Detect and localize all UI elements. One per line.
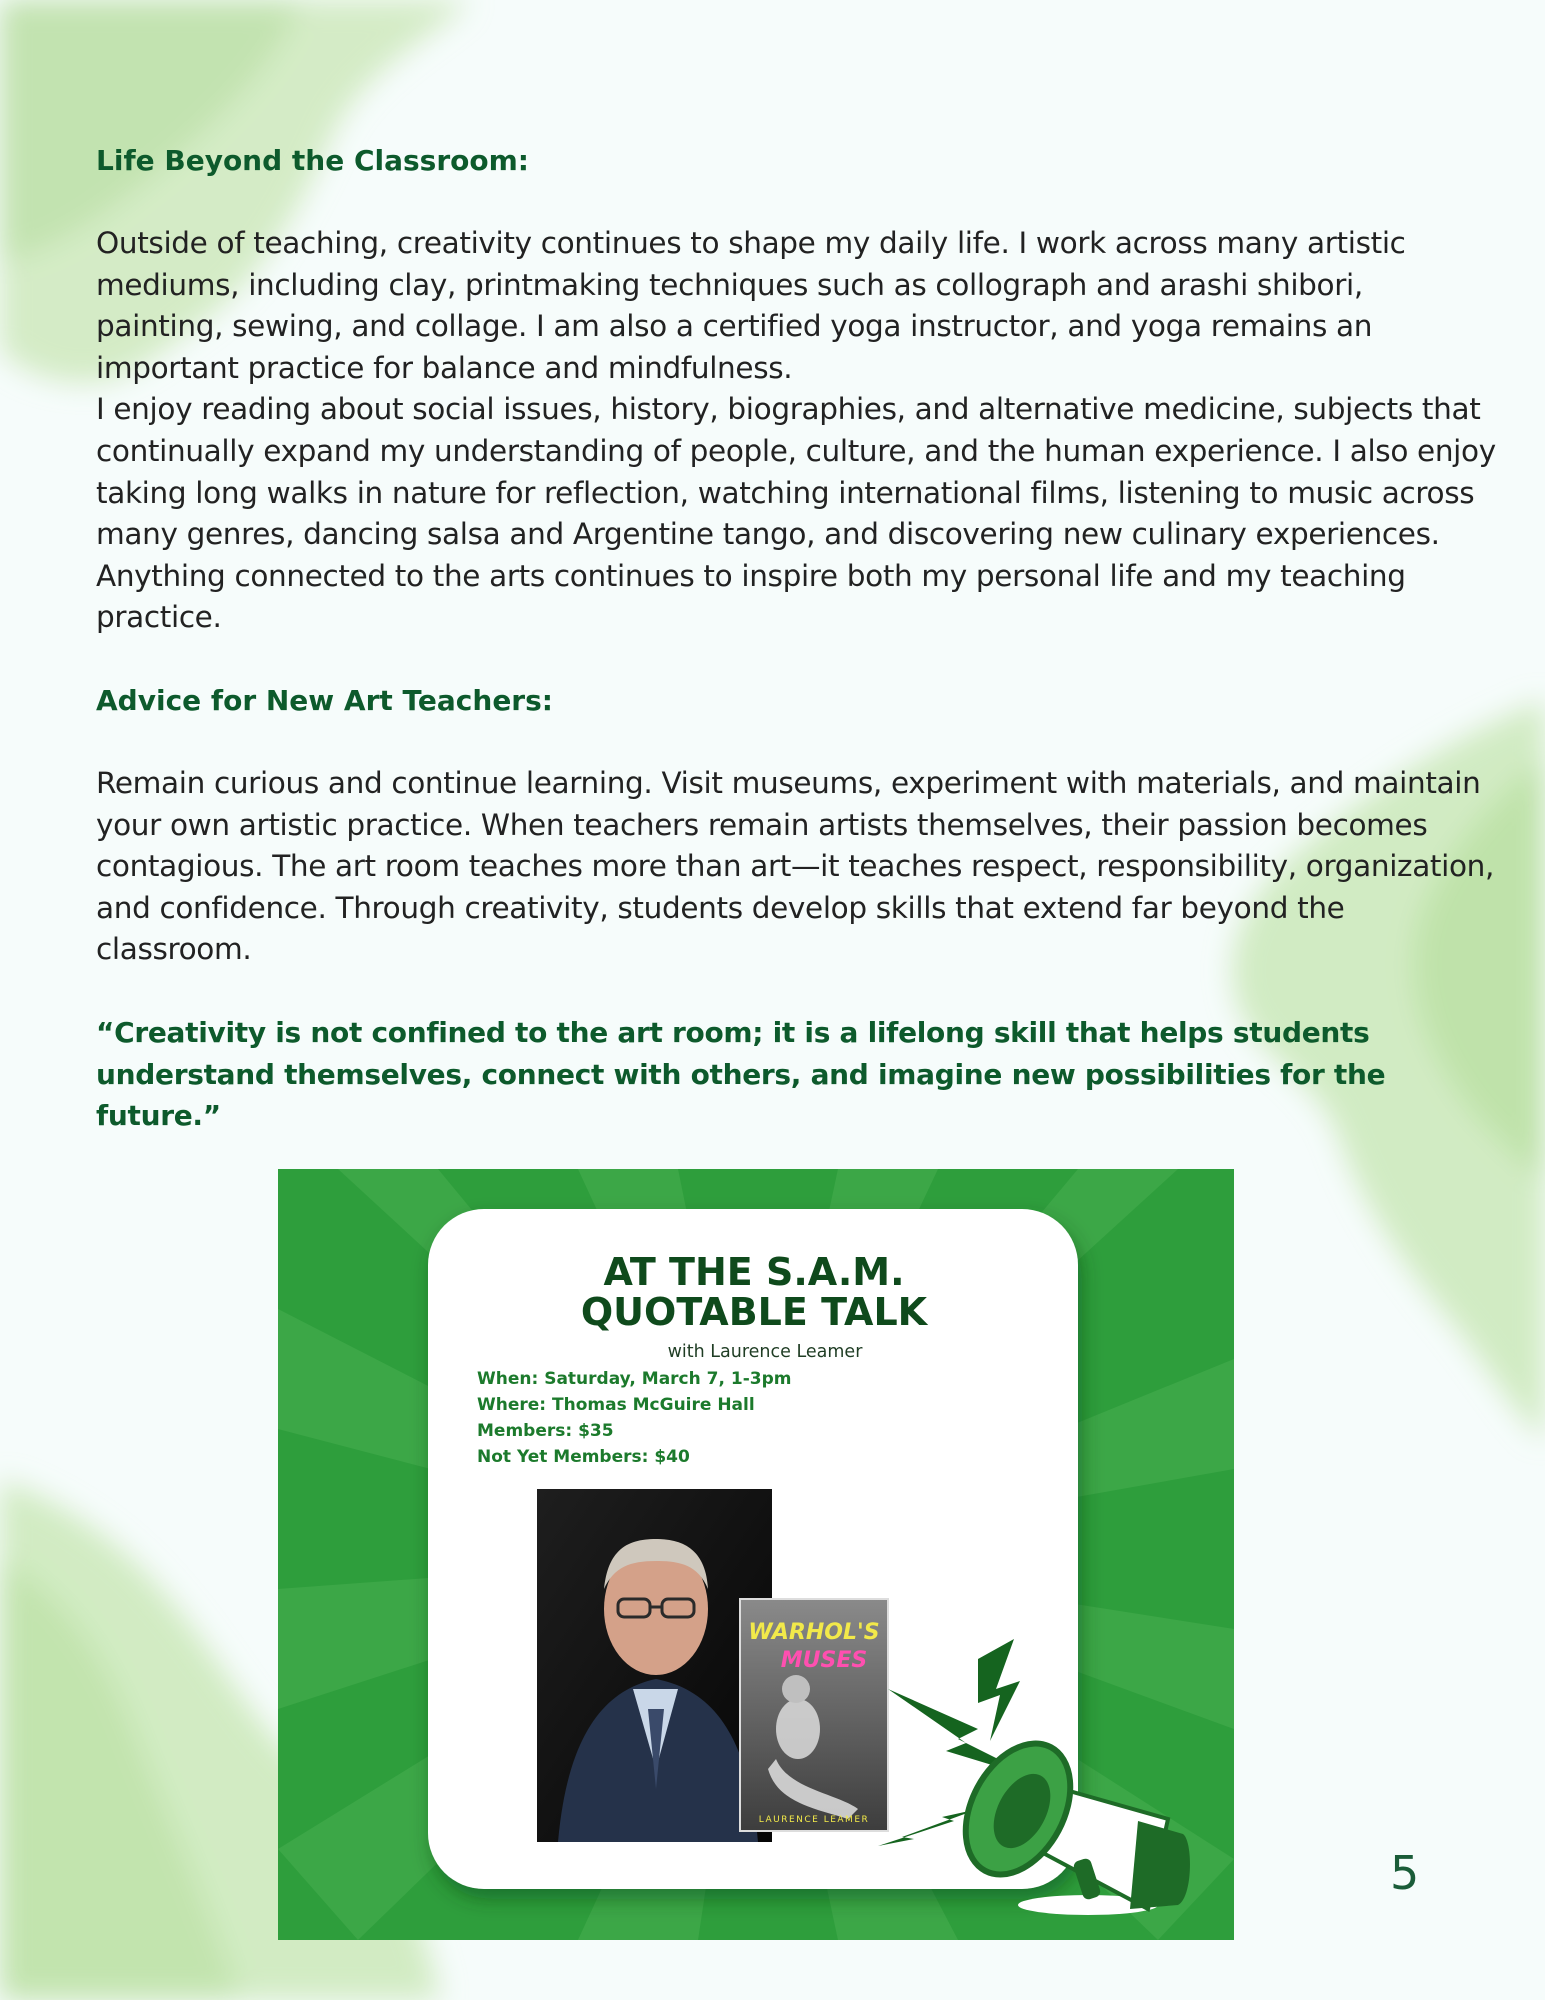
- flyer-members-price: Members: $35: [477, 1421, 614, 1441]
- flyer-subtitle: with Laurence Leamer: [667, 1342, 863, 1362]
- advice-paragraph: Remain curious and continue learning. Visit museums, experiment with materials, and maintain your own artistic practice. When teachers remain artists themselves, their passion becomes contagious. The art room teaches more than art—it teaches respect, responsibility, organization, and confidence. Through creativity, students develop skills that extend far beyond the classroom.: [96, 765, 1495, 967]
- closing-quote: “Creativity is not confined to the art room; it is a lifelong skill that helps students understand themselves, connect with others, and imagine new possibilities for the future.”: [96, 1015, 1386, 1133]
- book-cover: [740, 1599, 888, 1831]
- page-number: 5: [1390, 1846, 1420, 1900]
- book-title-line-2: MUSES: [780, 1648, 868, 1673]
- book-title-line-1: WARHOL'S: [748, 1620, 880, 1645]
- event-flyer: [278, 1169, 1234, 1940]
- spacer: [96, 971, 1496, 1012]
- flyer-title-line-2: QUOTABLE TALK: [580, 1290, 928, 1334]
- spacer: [96, 722, 1496, 763]
- flyer-non-members-price: Not Yet Members: $40: [477, 1447, 690, 1467]
- spacer: [96, 639, 1496, 680]
- flyer-title-line-1: AT THE S.A.M.: [603, 1250, 905, 1294]
- flyer-where: Where: Thomas McGuire Hall: [477, 1395, 755, 1415]
- speaker-photo: [537, 1489, 772, 1842]
- flyer-when: When: Saturday, March 7, 1-3pm: [477, 1369, 792, 1389]
- life-paragraph-1: Outside of teaching, creativity continues to shape my daily life. I work across many artistic mediums, including clay, printmaking techniques such as collograph and arashi shibori, painting, sewing, and collage. I am also a certified yoga instructor, and yoga remains an important practice for balance and mindfulness.: [96, 226, 1406, 385]
- book-author: LAURENCE LEAMER: [758, 1815, 870, 1825]
- life-paragraph-2: I enjoy reading about social issues, history, biographies, and alternative medicine, subjects that continually expand my understanding of people, culture, and the human experience. I also enjoy taking long walks in nature for reflection, watching international films, listening to music across many genres, dancing salsa and Argentine tango, and discovering new culinary experiences. Anything connected to the arts continues to inspire both my personal life and my teaching practice.: [96, 392, 1496, 635]
- article-body: [96, 140, 1496, 1137]
- spacer: [96, 182, 1496, 223]
- life-beyond-heading: Life Beyond the Classroom:: [96, 144, 529, 177]
- advice-heading: Advice for New Art Teachers:: [96, 683, 553, 717]
